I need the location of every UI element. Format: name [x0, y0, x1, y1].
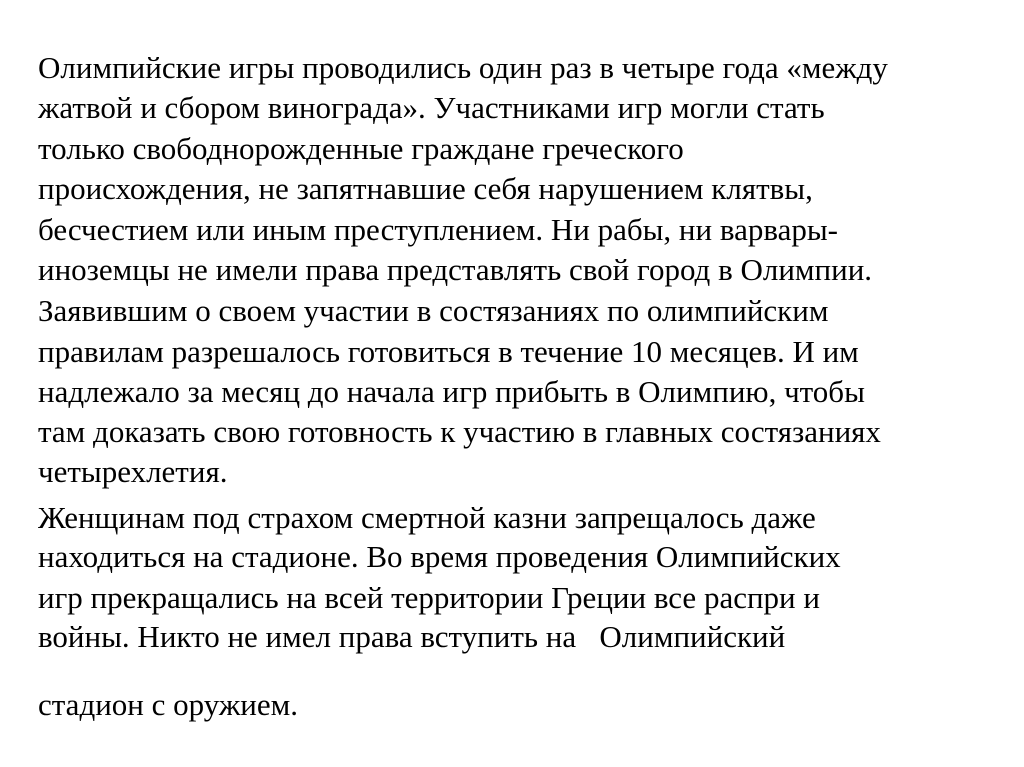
text-line: Заявившим о своем участии в состязаниях по олимпийским: [38, 293, 829, 328]
text-line: бесчестием или иным преступлением. Ни рабы, ни варвары-: [38, 212, 838, 247]
text-line: надлежало за месяц до начала игр прибыть в Олимпию, чтобы: [38, 374, 865, 409]
text-line: только свободнорожденные граждане греческого: [38, 131, 684, 166]
text-line: Женщинам под страхом смертной казни запрещалось даже: [38, 500, 816, 535]
text-line: войны. Никто не имел права вступить на Олимпийский: [38, 619, 786, 654]
text-line: игр прекращались на всей территории Греции все распри и: [38, 580, 820, 615]
text-line: там доказать свою готовность к участию в главных состязаниях: [38, 414, 881, 449]
text-line: стадион с оружием.: [38, 687, 298, 722]
text-line: Олимпийские игры проводились один раз в четыре года «между: [38, 50, 888, 85]
text-line: жатвой и сбором винограда». Участниками игр могли стать: [38, 90, 825, 125]
text-line: иноземцы не имели права представлять свой город в Олимпии.: [38, 252, 873, 287]
text-line: четырехлетия.: [38, 454, 228, 489]
text-line: правилам разрешалось готовиться в течение 10 месяцев. И им: [38, 334, 859, 369]
text-line: находиться на стадионе. Во время проведения Олимпийских: [38, 539, 841, 574]
text-line: происхождения, не запятнавшие себя нарушением клятвы,: [38, 171, 813, 206]
